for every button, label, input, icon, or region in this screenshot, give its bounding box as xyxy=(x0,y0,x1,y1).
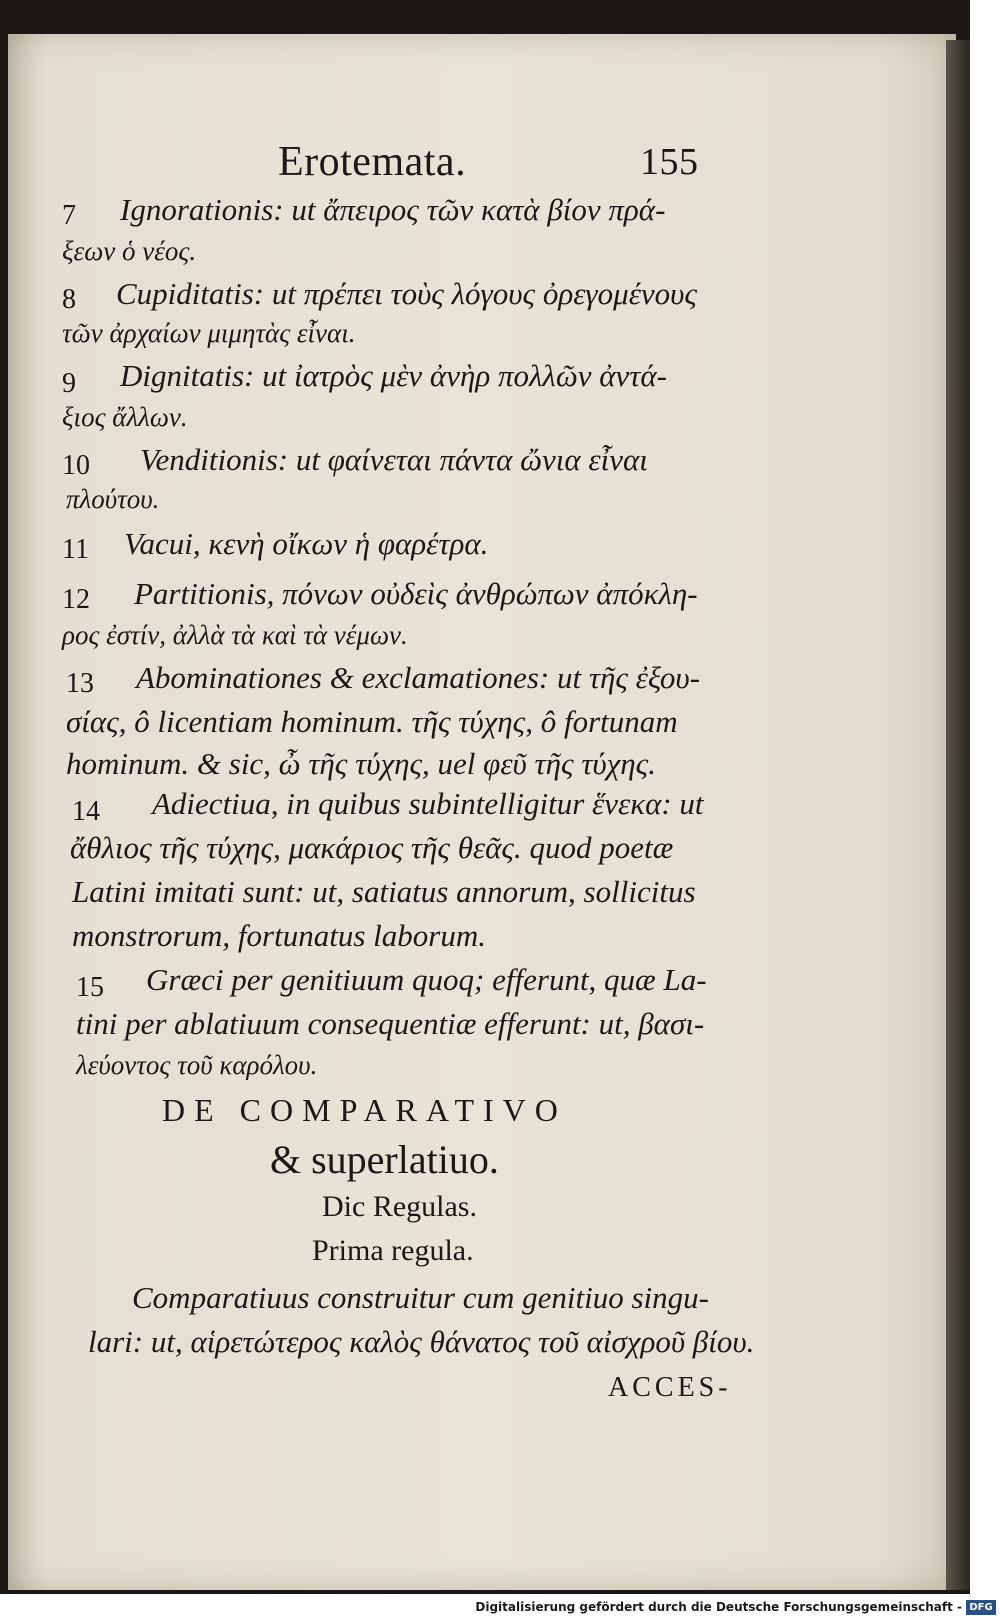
page-number: 155 xyxy=(640,141,699,183)
dfg-logo: DFG xyxy=(966,1600,996,1615)
entry-line: Abominationes & exclamationes: ut τῆς ἐξου- xyxy=(136,660,700,695)
entry-number: 7 xyxy=(62,200,76,231)
entry-line: ρος ἐστίν, ἀλλὰ τὰ καὶ τὰ νέμων. xyxy=(62,620,408,650)
entry-line: πλούτου. xyxy=(66,484,160,514)
entry-line: tini per ablatiuum consequentiæ efferunt: ut, βασι- xyxy=(76,1006,705,1041)
entry-line: Venditionis: ut φαίνεται πάντα ὤνια εἶναι xyxy=(140,442,648,477)
entry-line: Dignitatis: ut ἰατρὸς μὲν ἀνὴρ πολλῶν ἀντά- xyxy=(120,358,667,393)
section-subtitle: & superlatiuo. xyxy=(270,1137,499,1182)
entry-line: monstrorum, fortunatus laborum. xyxy=(72,918,486,953)
rule-heading: Prima regula. xyxy=(312,1234,474,1267)
entry-line: Latini imitati sunt: ut, satiatus annorum, sollicitus xyxy=(72,874,696,909)
funding-notice: Digitalisierung gefördert durch die Deutsche Forschungsgemeinschaft - xyxy=(475,1600,962,1614)
entry-line: ἄθλιος τῆς τύχης, μακάριος τῆς θεᾶς. quod poetæ xyxy=(70,830,674,865)
entry-line: σίας, ô licentiam hominum. τῆς τύχης, ô fortunam xyxy=(66,704,678,739)
entry-line: Ignorationis: ut ἄπειρος τῶν κατὰ βίον πρά- xyxy=(120,192,666,227)
running-title: Erotemata. xyxy=(278,139,467,185)
page-edge xyxy=(946,40,970,1590)
entry-line: Græci per genitiuum quoq; efferunt, quæ La- xyxy=(146,962,707,997)
entry-line: ξεων ὁ νέος. xyxy=(62,236,197,266)
entry-number: 14 xyxy=(72,796,100,827)
section-title: DE COMPARATIVO xyxy=(162,1092,567,1128)
entry-line: Adiectiua, in quibus subintelligitur ἕνεκα: ut xyxy=(152,786,704,821)
catchword: ACCES- xyxy=(608,1372,732,1403)
entry-line: Vacui, κενὴ οἴκων ἡ φαρέτρα. xyxy=(124,526,489,561)
entry-line: hominum. & sic, ὦ τῆς τύχης, uel φεῦ τῆς τύχης. xyxy=(66,746,656,781)
entry-number: 10 xyxy=(62,450,90,481)
entry-line: Partitionis, πόνων οὐδεὶς ἀνθρώπων ἀπόκλη- xyxy=(134,576,698,611)
entry-line: Cupiditatis: ut πρέπει τοὺς λόγους ὀρεγομένους xyxy=(116,276,697,311)
entry-line: ξιος ἄλλων. xyxy=(62,402,188,432)
entry-line: λεύοντος τοῦ καρόλου. xyxy=(76,1050,318,1080)
rule-line: Comparatiuus construitur cum genitiuo singu- xyxy=(132,1280,709,1315)
rule-line: lari: ut, αἱρετώτερος καλὸς θάνατος τοῦ αἰσχροῦ βίου. xyxy=(88,1324,755,1359)
entry-line: τῶν ἀρχαίων μιμητὰς εἶναι. xyxy=(62,318,356,348)
entry-number: 9 xyxy=(62,368,76,399)
entry-number: 15 xyxy=(76,972,104,1003)
entry-number: 8 xyxy=(62,284,76,315)
entry-number: 12 xyxy=(62,584,90,615)
question-label: Dic Regulas. xyxy=(322,1190,477,1223)
entry-number: 11 xyxy=(62,534,89,565)
entry-number: 13 xyxy=(66,668,94,699)
digitization-footer xyxy=(0,1598,1000,1620)
